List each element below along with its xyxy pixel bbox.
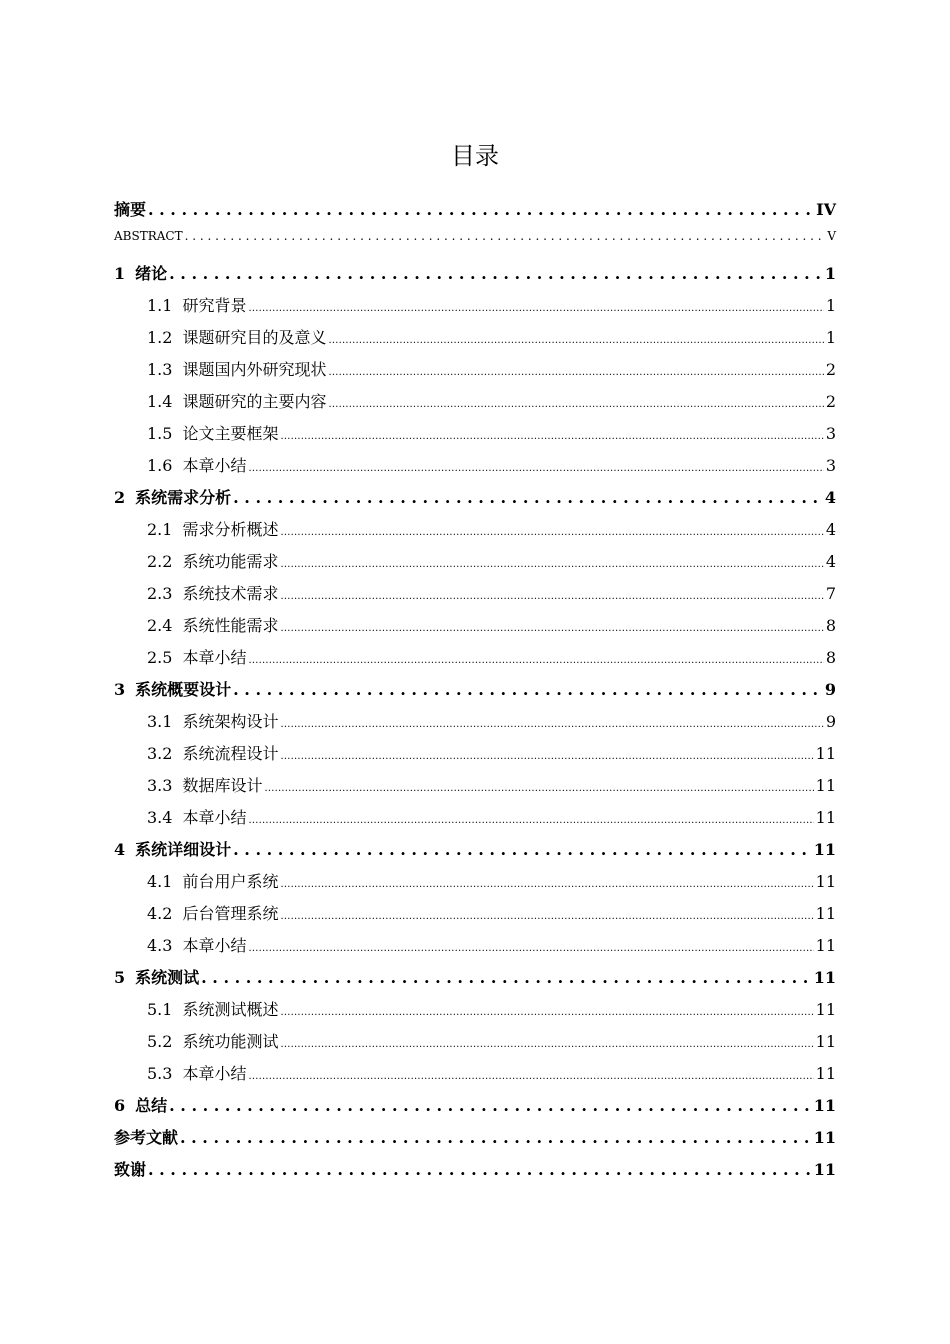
toc-entry-number: 2.1: [147, 520, 173, 539]
dot-leader: [248, 655, 823, 666]
toc-entry-number: 4.3: [147, 936, 173, 955]
toc-entry-text: 本章小结: [182, 808, 247, 827]
toc-entry-label: [147, 773, 262, 796]
toc-entry-label: [147, 869, 278, 892]
toc-entry-label: [114, 1125, 178, 1148]
toc-entry-text: 绪论: [135, 264, 168, 283]
toc-entry-page-number: 11: [815, 872, 836, 891]
dot-leader: [264, 783, 813, 794]
toc-entry[interactable]: [114, 613, 836, 645]
toc-entry-label: [147, 645, 246, 668]
toc-entry-number: 2.4: [147, 616, 173, 635]
toc-entry[interactable]: [114, 549, 836, 581]
dot-leader: [280, 719, 823, 730]
toc-entry-page-number: 1: [824, 264, 836, 283]
toc-entry-label: [147, 709, 278, 732]
toc-entry-text: 总结: [135, 1096, 168, 1115]
toc-entry-page-number: 3: [825, 456, 836, 475]
toc-entry-number: 5.3: [147, 1064, 173, 1083]
toc-entry-page-number: IV: [816, 200, 836, 219]
toc-entry-page-number: 11: [813, 1096, 836, 1115]
toc-entry-text: 本章小结: [182, 648, 247, 667]
dot-leader: [169, 264, 823, 283]
toc-entry-text: 摘要: [114, 200, 147, 219]
toc-entry-text: 系统需求分析: [135, 488, 232, 507]
toc-entry-number: 1.6: [147, 456, 173, 475]
toc-entry-number: 3: [114, 680, 126, 699]
dot-leader: [280, 559, 823, 570]
toc-entry-label: [114, 197, 146, 220]
toc-entry[interactable]: [114, 293, 836, 325]
toc-entry-text: 参考文献: [114, 1128, 179, 1147]
toc-entry[interactable]: [114, 933, 836, 965]
dot-leader: [328, 335, 823, 346]
toc-entry-text: 系统性能需求: [182, 616, 279, 635]
toc-entry-text: 系统技术需求: [182, 584, 279, 603]
toc-entry-label: [114, 1093, 167, 1116]
toc-entry-page-number: 11: [815, 808, 836, 827]
toc-entry-label: [147, 549, 278, 572]
toc-entry-page-number: 11: [815, 1000, 836, 1019]
dot-leader: [280, 751, 813, 762]
toc-entry-page-number: V: [827, 229, 836, 243]
toc-entry-label: [147, 581, 278, 604]
toc-entry-label: [114, 965, 199, 988]
toc-entry-text: 后台管理系统: [182, 904, 279, 923]
dot-leader: [328, 367, 823, 378]
toc-entry-label: [147, 389, 326, 412]
toc-entry-text: 论文主要框架: [182, 424, 279, 443]
toc-entry-label: [114, 485, 231, 508]
toc-entry-text: 需求分析概述: [182, 520, 279, 539]
toc-entry-text: 研究背景: [182, 296, 247, 315]
toc-entry-page-number: 4: [825, 520, 836, 539]
toc-entry[interactable]: [114, 229, 836, 261]
toc-entry-number: 1.5: [147, 424, 173, 443]
toc-title: 目录: [451, 142, 499, 170]
toc-entry-page-number: 11: [815, 936, 836, 955]
toc-entry-number: 1.4: [147, 392, 173, 411]
toc-entry-text: 系统流程设计: [182, 744, 279, 763]
toc-entry-text: 课题研究目的及意义: [182, 328, 327, 347]
toc-entry-label: [147, 293, 246, 316]
toc-entry-label: [114, 677, 231, 700]
dot-leader: [148, 1160, 812, 1179]
toc-entry-text: 系统功能测试: [182, 1032, 279, 1051]
toc-entry[interactable]: [114, 805, 836, 837]
dot-leader: [248, 943, 813, 954]
toc-entry-text: 系统功能需求: [182, 552, 279, 571]
toc-entry-label: [114, 229, 183, 243]
toc-entry[interactable]: [114, 869, 836, 901]
toc-entry-number: 5.1: [147, 1000, 173, 1019]
toc-entry[interactable]: [114, 389, 836, 421]
toc-entry-number: 2.5: [147, 648, 173, 667]
dot-leader: [248, 815, 813, 826]
toc-entry[interactable]: [114, 1157, 836, 1189]
toc-entry-label: [114, 837, 231, 860]
toc-entry-number: 3.2: [147, 744, 173, 763]
toc-entry-page-number: 2: [825, 360, 836, 379]
toc-entry[interactable]: [114, 581, 836, 613]
toc-entry-text: 课题国内外研究现状: [182, 360, 327, 379]
toc-entry-number: 4.2: [147, 904, 173, 923]
toc-entry-text: 课题研究的主要内容: [182, 392, 327, 411]
toc-entry-page-number: 11: [815, 776, 836, 795]
toc-entry[interactable]: [114, 965, 836, 997]
toc-entry-number: 2.2: [147, 552, 173, 571]
toc-entry-page-number: 11: [813, 840, 836, 859]
toc-entry-text: 前台用户系统: [182, 872, 279, 891]
toc-list: [114, 197, 836, 1189]
toc-entry[interactable]: [114, 197, 836, 229]
toc-entry-page-number: 8: [825, 648, 836, 667]
toc-entry-page-number: 11: [815, 904, 836, 923]
toc-entry-page-number: 11: [813, 1128, 836, 1147]
toc-entry[interactable]: [114, 261, 836, 293]
toc-entry-label: [147, 357, 326, 380]
toc-entry-page-number: 11: [815, 744, 836, 763]
toc-entry[interactable]: [114, 517, 836, 549]
toc-entry-label: [114, 261, 167, 284]
toc-entry-number: 2: [114, 488, 126, 507]
dot-leader: [248, 1071, 813, 1082]
toc-entry-page-number: 9: [824, 680, 836, 699]
toc-entry-number: 4.1: [147, 872, 173, 891]
toc-entry[interactable]: [114, 357, 836, 389]
dot-leader: [280, 879, 813, 890]
toc-entry[interactable]: [114, 773, 836, 805]
toc-entry-number: 3.1: [147, 712, 173, 731]
dot-leader: [280, 431, 823, 442]
toc-entry-number: 1: [114, 264, 126, 283]
toc-entry-label: [147, 997, 278, 1020]
dot-leader: [201, 968, 812, 987]
dot-leader: [280, 623, 823, 634]
toc-entry-number: 3.4: [147, 808, 173, 827]
toc-entry-text: 本章小结: [182, 456, 247, 475]
toc-entry-label: [147, 741, 278, 764]
toc-entry-page-number: 7: [825, 584, 836, 603]
toc-entry-number: 1.1: [147, 296, 173, 315]
dot-leader: [280, 911, 813, 922]
dot-leader: [148, 200, 814, 219]
toc-entry-text: 致谢: [114, 1160, 147, 1179]
toc-entry-label: [147, 1029, 278, 1052]
dot-leader: [233, 488, 823, 507]
toc-entry-number: 1.2: [147, 328, 173, 347]
toc-entry[interactable]: [114, 645, 836, 677]
toc-entry-page-number: 11: [815, 1064, 836, 1083]
toc-entry-text: 本章小结: [182, 1064, 247, 1083]
dot-leader: [280, 527, 823, 538]
toc-entry[interactable]: [114, 997, 836, 1029]
toc-entry-text: 系统测试概述: [182, 1000, 279, 1019]
toc-entry-text: 系统架构设计: [182, 712, 279, 731]
dot-leader: [280, 1039, 813, 1050]
toc-entry-number: 5.2: [147, 1032, 173, 1051]
toc-entry-text: 系统概要设计: [135, 680, 232, 699]
toc-entry-page-number: 11: [815, 1032, 836, 1051]
toc-entry-text: 数据库设计: [182, 776, 263, 795]
toc-entry[interactable]: [114, 709, 836, 741]
toc-entry-number: 3.3: [147, 776, 173, 795]
toc-entry-label: [147, 517, 278, 540]
toc-entry[interactable]: [114, 485, 836, 517]
toc-entry[interactable]: [114, 741, 836, 773]
toc-entry-label: [147, 325, 326, 348]
toc-entry-page-number: 3: [825, 424, 836, 443]
toc-entry[interactable]: [114, 453, 836, 485]
toc-entry-text: ABSTRACT: [114, 229, 183, 243]
toc-entry[interactable]: [114, 901, 836, 933]
dot-leader: [328, 399, 823, 410]
toc-entry-page-number: 9: [825, 712, 836, 731]
dot-leader: [169, 1096, 812, 1115]
toc-entry-number: 2.3: [147, 584, 173, 603]
dot-leader: [180, 1128, 812, 1147]
toc-entry-label: [147, 805, 246, 828]
toc-entry-label: [114, 1157, 146, 1180]
toc-entry-page-number: 11: [813, 1160, 836, 1179]
dot-leader: [280, 1007, 813, 1018]
toc-entry[interactable]: [114, 1093, 836, 1125]
dot-leader: [233, 680, 823, 699]
dot-leader: [233, 840, 812, 859]
toc-entry[interactable]: [114, 1125, 836, 1157]
toc-entry-number: 4: [114, 840, 126, 859]
toc-entry-label: [147, 613, 278, 636]
toc-entry-label: [147, 421, 278, 444]
toc-entry-label: [147, 901, 278, 924]
toc-entry[interactable]: [114, 837, 836, 869]
toc-entry-number: 6: [114, 1096, 126, 1115]
toc-entry-text: 本章小结: [182, 936, 247, 955]
toc-entry-number: 1.3: [147, 360, 173, 379]
toc-entry-page-number: 2: [825, 392, 836, 411]
dot-leader: [248, 303, 823, 314]
toc-entry-page-number: 11: [813, 968, 836, 987]
toc-entry-text: 系统详细设计: [135, 840, 232, 859]
toc-entry-label: [147, 933, 246, 956]
dot-leader: [248, 463, 823, 474]
toc-entry-page-number: 8: [825, 616, 836, 635]
toc-entry-page-number: 1: [825, 328, 836, 347]
dot-leader: [185, 229, 826, 243]
toc-entry-page-number: 4: [825, 552, 836, 571]
toc-entry-page-number: 4: [824, 488, 836, 507]
toc-entry-label: [147, 453, 246, 476]
toc-entry-text: 系统测试: [135, 968, 200, 987]
toc-entry[interactable]: [114, 421, 836, 453]
toc-entry-number: 5: [114, 968, 126, 987]
toc-entry-label: [147, 1061, 246, 1084]
toc-entry[interactable]: [114, 1061, 836, 1093]
toc-entry-page-number: 1: [825, 296, 836, 315]
toc-entry[interactable]: [114, 325, 836, 357]
dot-leader: [280, 591, 823, 602]
toc-entry[interactable]: [114, 677, 836, 709]
toc-entry[interactable]: [114, 1029, 836, 1061]
